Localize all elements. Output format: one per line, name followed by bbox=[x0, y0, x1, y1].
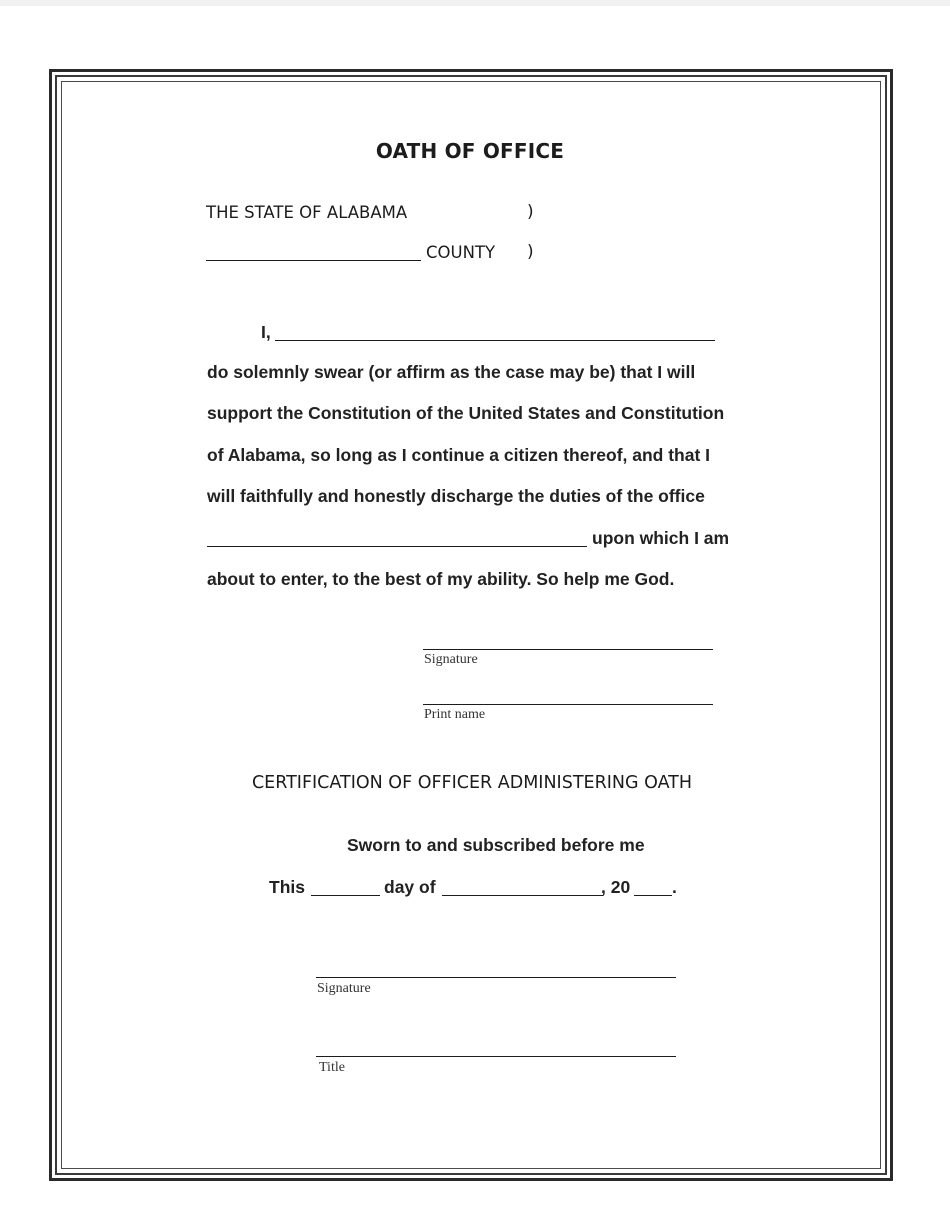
oath-body-line: do solemnly swear (or affirm as the case may be) that I will bbox=[207, 362, 696, 382]
office-blank[interactable] bbox=[207, 546, 587, 547]
oath-body-line: support the Constitution of the United States and Constitution bbox=[207, 403, 725, 423]
date-period: . bbox=[672, 877, 677, 897]
officer-signature-line[interactable] bbox=[316, 977, 676, 978]
officer-signature-label: Signature bbox=[317, 981, 371, 996]
page-border-middle bbox=[55, 75, 887, 1175]
oath-closing-line: about to enter, to the best of my ability. So help me God. bbox=[207, 569, 675, 589]
affiant-prefix: I, bbox=[261, 322, 271, 342]
officer-title-line[interactable] bbox=[316, 1056, 676, 1057]
date-this: This bbox=[269, 877, 305, 897]
year-blank[interactable] bbox=[634, 895, 672, 896]
day-blank[interactable] bbox=[311, 895, 380, 896]
affiant-signature-label: Signature bbox=[424, 652, 478, 667]
certification-heading: CERTIFICATION OF OFFICER ADMINISTERING OATH bbox=[251, 773, 693, 793]
affiant-name-blank[interactable] bbox=[275, 340, 715, 341]
print-name-line[interactable] bbox=[423, 704, 713, 705]
county-label: COUNTY bbox=[426, 243, 496, 262]
state-line: THE STATE OF ALABAMA bbox=[206, 203, 408, 222]
print-name-label: Print name bbox=[424, 707, 486, 722]
oath-body-line: will faithfully and honestly discharge the duties of the office bbox=[207, 486, 705, 506]
office-suffix: upon which I am bbox=[592, 528, 730, 548]
date-year-prefix: , 20 bbox=[601, 877, 631, 897]
page-border bbox=[49, 69, 893, 1181]
affiant-signature-line[interactable] bbox=[423, 649, 713, 650]
state-paren: ) bbox=[527, 202, 534, 222]
scan-edge bbox=[0, 0, 950, 6]
sworn-line: Sworn to and subscribed before me bbox=[347, 835, 645, 855]
county-paren: ) bbox=[527, 242, 534, 262]
county-blank[interactable] bbox=[206, 260, 421, 261]
date-day-of: day of bbox=[384, 877, 436, 897]
officer-title-label: Title bbox=[319, 1060, 345, 1075]
document-title: OATH OF OFFICE bbox=[375, 139, 565, 163]
oath-body-line: of Alabama, so long as I continue a citizen thereof, and that I bbox=[207, 445, 711, 465]
month-blank[interactable] bbox=[442, 895, 603, 896]
